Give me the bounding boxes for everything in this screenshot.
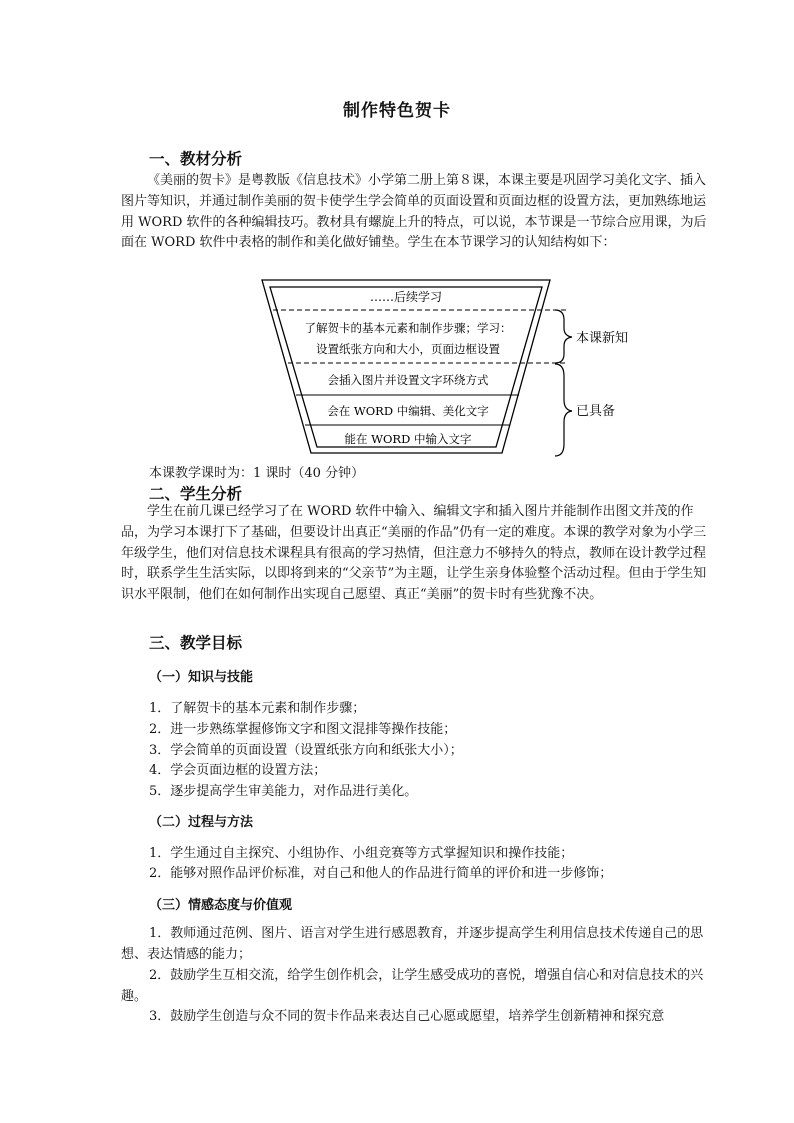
attitude-item-3: 3．鼓励学生创造与众不同的贺卡作品来表达自己心愿或愿望，培养学生创新精神和探究意 [149, 1009, 665, 1024]
subsection-heading-process: （二）过程与方法 [149, 815, 254, 830]
class-hours-note: 本课教学课时为：1 课时（40 分钟） [149, 466, 365, 481]
brace-new-knowledge [555, 310, 572, 363]
process-item-2: 2．能够对照作品评价标准，对自己和他人的作品进行简单的评价和进一步修饰； [149, 866, 613, 881]
funnel-outline [262, 280, 550, 453]
level-new-line1: 了解贺卡的基本元素和制作步骤；学习： [304, 321, 512, 335]
brace-new-knowledge-label: 本课新知 [576, 331, 629, 346]
level-input-text: 能在 WORD 中输入文字 [344, 432, 472, 446]
section-paragraph-analysis: 《美丽的贺卡》是粤教版《信息技术》小学第二册上第８课，本课主要是巩固学习美化文字、插入图片等知识，并通过制作美丽的贺卡使学生学会简单的页面设置和页面边框的设置方法，更加熟练地运用 WORD 软件的各种编辑技巧。教材具有螺旋上升的特点，可以说，本节课是一节综合应用课，为后面在 WORD 软件中表格的制作和美化做好铺垫。学生在本节课学习的认知结构如下： [121, 173, 707, 251]
process-item-1: 1．学生通过自主探究、小组协作、小组竞赛等方式掌握知识和操作技能； [149, 846, 574, 861]
brace-already-have-label: 已具备 [576, 404, 616, 419]
document-title: 制作特色贺卡 [343, 101, 451, 121]
section-heading-objectives: 三、教学目标 [149, 634, 243, 652]
subsection-heading-attitude: （三）情感态度与价值观 [149, 898, 293, 913]
level-edit-text: 会在 WORD 中编辑、美化文字 [327, 404, 489, 418]
attitude-item-1: 1．教师通过范例、图片、语言对学生进行感恩教育，并逐步提高学生利用信息技术传递自己的思想、表达情感的能力； [121, 926, 704, 962]
section-heading-analysis: 一、教材分析 [149, 150, 243, 168]
level-new-line2: 设置纸张方向和大小，页面边框设置 [316, 342, 500, 356]
attitude-item-2: 2．鼓励学生互相交流，给学生创作机会，让学生感受成功的喜悦，增强自信心和对信息技术的兴趣。 [121, 968, 704, 1004]
knowledge-item-4: 4．学会页面边框的设置方法； [149, 763, 327, 778]
subsection-heading-knowledge: （一）知识与技能 [149, 670, 254, 685]
funnel-inner-outline [270, 287, 542, 447]
knowledge-item-2: 2．进一步熟练掌握修饰文字和图文混排等操作技能； [149, 722, 457, 737]
level-insert-picture: 会插入图片并设置文字环绕方式 [327, 373, 489, 387]
knowledge-item-3: 3．学会简单的页面设置（设置纸张方向和纸张大小）； [149, 743, 463, 758]
knowledge-item-1: 1．了解贺卡的基本元素和制作步骤； [149, 701, 366, 716]
section-heading-students: 二、学生分析 [149, 485, 243, 503]
section-paragraph-students: 学生在前几课已经学习了在 WORD 软件中输入、编辑文字和插入图片并能制作出图文并茂的作品，为学习本课打下了基础，但要设计出真正“美丽的作品”仍有一定的难度。本课的教学对象为小学三年级学生，他们对信息技术课程具有很高的学习热情，但注意力不够持久的特点，教师在设计教学过程时，联系学生生活实际，以即将到来的“父亲节”为主题，让学生亲身体验整个活动过程。但由于学生知识水平限制，他们在如何制作出实现自己愿望、真正“美丽”的贺卡时有些犹豫不决。 [121, 504, 707, 603]
knowledge-item-5: 5．逐步提高学生审美能力，对作品进行美化。 [149, 784, 418, 799]
cognitive-structure-diagram [258, 276, 658, 465]
brace-already-have [555, 364, 572, 456]
level-future: ……后续学习 [369, 290, 443, 304]
